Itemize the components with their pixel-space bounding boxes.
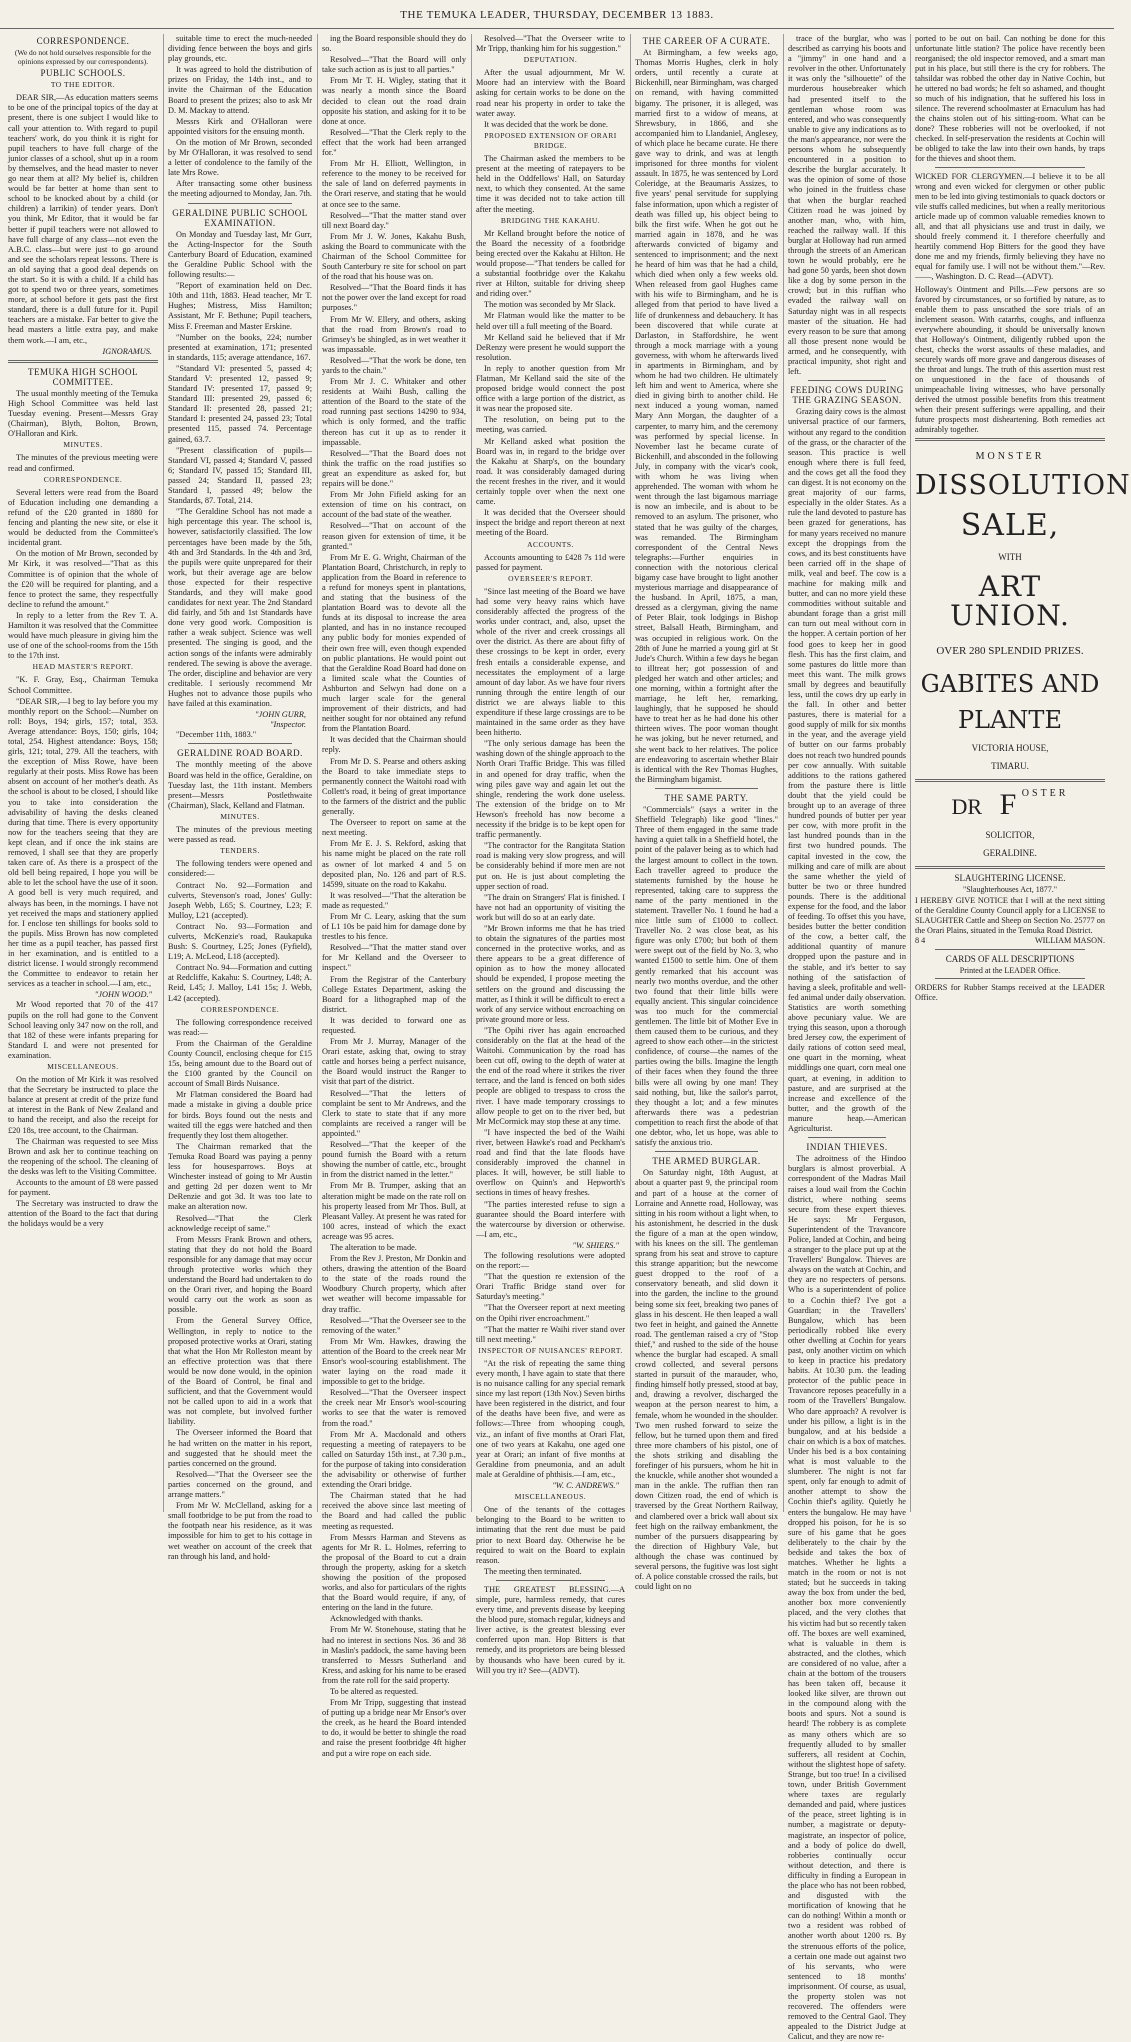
ad-sale: SALE, [960, 508, 1060, 544]
ad-oster: OSTER [1021, 788, 1069, 800]
paragraph: The monthly meeting of the above Board was held in the office, Geraldine, on Tuesday last, the 11th instant. Members present—Messrs Postlethwaite (Chairman), Slack, Kelland and Flatman. [168, 760, 312, 810]
paragraph: The Chairman stated that he had received the above since last meeting of the Board and had called the public meeting as requested. [322, 1491, 466, 1531]
paragraph: Mr Wood reported that 70 of the 417 pupils on the roll had gone to the Convent School leaving only 347 now on the roll, and that 182 of these were infants preparing for Standard I. and were not presented for examination. [8, 1000, 158, 1060]
signature: "JOHN WOOD." [94, 990, 152, 1000]
paragraph: Contract No. 94—Formation and cutting at Redcliffe, Kakahu: S. Courtney, L48; A. Reid, L45; J. Malloy, L41 15s; J. Webb, L42 (accepted). [168, 963, 312, 1003]
paragraph: From Mr W. Ellery, and others, asking that the road from Brown's road to Grimsey's be shingled, as in wet weather it was impassable. [322, 314, 466, 354]
divider [8, 360, 158, 363]
paragraph: It was agreed to hold the distribution of prizes on Friday, the 14th inst., and to invite the Chairman of the Education Board to present the prizes; also to ask Mr D. M. Mackay to attend. [168, 65, 312, 115]
paragraph: "Report of examination held on Dec. 10th and 11th, 1883. Head teacher, Mr T. Hughes; Mistress, Miss Hamilton; Assistant, Mr F. Bethune; Pupil teachers, Miss F. Freeman and Master Erskine. [168, 281, 312, 331]
paragraph: suitable time to erect the much-needed dividing fence between the boys and girls play grounds, etc. [168, 34, 312, 64]
paragraph: Resolved—"That the Overseer see to the removing of the water." [322, 1315, 466, 1335]
article-heading: FEEDING COWS DURING THE GRAZING SEASON. [790, 385, 904, 406]
subheading: INSPECTOR OF NUISANCES' REPORT. [478, 1345, 623, 1355]
advertisement-paragraph: THE GREATEST BLESSING.—A simple, pure, harmless remedy, that cures every time, and prevents disease by keeping the blood pure, stomach regular, kidneys and liver active, is the greatest blessing ever conferred upon man. Hop Bitters is that remedy, and its proprietors are being blessed by thousands who have been cured by it. Will you try it? See—(ADVT). [476, 1584, 625, 1675]
paragraph: The adroitness of the Hindoo burglars is almost proverbial. A correspondent of the Madras Mail raises a loud wail from the Cochin district, where nothing seems secure from these expert thieves. He says: Mr Ferguson, Superintendent of the Travancore Police, landed at Cochin, and being a stranger to the place put up at the Travellers' Bungalow. Thieves are always on the watch at Cochin, and they are no respecters of persons. Who is a superintendent of police to a Cochin thief? I've got a Guardian; in the Travellers' Bungalow, which has been periodically robbed like every other dwelling at Cochin for years past, only another victim on which to keep in practice his predatory habits. At 10.30 p.m. the leading protector of the public peace in Travancore reposes peacefully in a room of the Travellers' Bungalow. Who dare approach? A revolver is under his pillow, a light is in the bungalow, and at his bedside a chair on which is a box of matches. Under his bed is a box containing what is most valuable to the slumberer. The night is not far spent, only far enough to admit of another attempt to show the Cochin thief's agility. Quietly he enters the bungalow. He may have dropped his poison, for he is so sure of his game that he goes deliberately to the chair by the bedside and takes the box of matches. Whether he lights a match in the room or not is not stated; but he succeeds in taking away the box from under the bed, another box more conveniently placed, and the very clothes that his victim had but so recently taken off. The boxes are well examined, what is valuable in them is abstracted, and the clothes, which are considered of no value, after a chain at the bottom of the trousers has been taken off, because it looked like silver, are thrown out in the compound along with the boots and spurs. Not a sound is heard! The robbery is as complete as many others which are so frequently alluded to by smaller sufferers, all resident at Cochin, without the slightest hope of safety. Strange, but too true! In a civilised town, under British Government where taxes are regularly demanded and paid, where justices of the peace, street lighting is in number, a magistrate or deputy-magistrate, an inspector of police, and a body of police do dwell, robberies continually occur without detection, and there is difficulty in finding a European in the place who has not been robbed, and disgusted with the mortification of knowing that he can do nothing! Within a month or two a resident was robbed of another worth about 1200 rs. By the strenuous efforts of the police, a certain one made out against two of his servants, who were sentenced to 18 months' imprisonment. Of course, as usual, the property stolen was not recovered. The offenders were removed to the Central Gaol. They appealed to the District Judge at Calicut, and they are now re- [788, 1154, 906, 2042]
paragraph: The meeting then terminated. [484, 1566, 582, 1576]
subheading: MISCELLANEOUS. [47, 1062, 119, 1071]
paragraph: "The drain on Strangers' Flat is finished. I have not had an opportunity of visiting the work but will do so at an early date. [476, 892, 625, 922]
article-heading: THE ARMED BURGLAR. [652, 1156, 761, 1167]
ad-with: WITH [998, 551, 1022, 562]
paragraph: On the motion of Mr Brown, seconded by Mr O'Halloran, it was resolved to send a letter of condolence to the family of the late Mrs Rowe. [168, 137, 312, 178]
paragraph: On Monday and Tuesday last, Mr Gurr, the Acting-Inspector for the South Canterbury Board of Education, examined the Geraldine Public School with the following results:— [168, 229, 312, 280]
column-6 [788, 34, 906, 2042]
column-rule [910, 34, 911, 1512]
article-heading: TEMUKA HIGH SCHOOL COMMITTEE. [28, 366, 138, 387]
column-rule [163, 34, 164, 1512]
paragraph: "I have inspected the bed of the Waihi river, between Hawke's road and Peckham's road and find that the late floods have considerably improved the channel in places. It will, however, be still liable to overflow on Quinn's and Hepworth's sections in times of heavy freshes. [476, 1127, 625, 1198]
advertisement-column [915, 34, 1131, 1512]
paragraph: From Mr E. J. S. Rekford, asking that his name might be placed on the rate roll as owner of lot marked 4 and 5 on deposited plan, No. 126 and part of R.S. 14599, situate on the road to Kakahu. [322, 839, 466, 889]
divider [496, 1580, 605, 1581]
advertisement-paragraph: WICKED FOR CLERGYMEN.—I believe it to be all wrong and even wicked for clergymen or other public men to be led into giving testimonials to quack doctors or vile stuffs called medicines, but when a really meritorious article made up of common valuable remedies known to all, and that all physicians use and trust in daily, we should freely commend it. I therefore cheerfully and heartily commend Hop Bitters for the good they have done me and my friends, firmly believing they have no equal for family use. I will not be without them."—Rev. ——, Washington. D. C. Read—(ADVT). [915, 172, 1105, 281]
paragraph: From Mr W. McClelland, asking for a small footbridge to be put from the road to the footpath near his residence, as it was impossible for him to get to his cottage in wet weather on account of the creek that ran through his land, and hold- [168, 1501, 312, 1561]
advertisement-paragraph: Holloway's Ointment and Pills.—Few persons are so favored by circumstances, or so fortified by nature, as to enable them to pass unscathed the sore trials of an inclement season. With catarrhs, coughs, and influenza everywhere abounding, it should be universally known that Holloway's Ointment, diligently rubbed upon the chest, checks the worst assaults of these maladies, and securely wards off more grave and dangerous diseases of the throat and lungs. The truth of this assertion must rest on unquestioned in the face of thousands of unimpeachable living witnesses, who have personally derived the utmost possible benefits from this treatment when their present sufferings were appalling, and their future prospects most disheartening. Both remedies act admirably together. [915, 285, 1105, 434]
column-5 [635, 34, 778, 1592]
ad-doctor-name [915, 788, 1105, 822]
divider [915, 438, 1105, 441]
paragraph: "The Geraldine School has not made a high percentage this year. The school is, however, satisfactorily classified. The low percentages have been made by the 5th, 4th and 3rd Standards. In the 4th and 3rd, the pupils were quite unprepared for their work, but their average age are below those expected for their respective Standards, and they will make good candidates for next year. The 2nd Standard did fairly, and 5th and 1st Standards have done very good work. Composition is rather a weak subject. Science was well presented. The singing is good, and the action songs of the infants were admirably rendered. The sewing is above the average. The order, discipline and behavior are very creditable. I seriously recommend Mr Hughes not to advance those pupils who have failed at this examination. [168, 507, 312, 708]
article-heading: THE SAME PARTY. [664, 792, 749, 803]
divider [808, 380, 886, 381]
paragraph: "The contractor for the Rangitata Station road is making very slow progress, and will be considerably behind if more men are not put on. He is just about completing the upper section of road. [476, 841, 625, 891]
paragraph: The following tenders were opened and considered:— [168, 859, 312, 879]
ad-f: F [999, 788, 1017, 822]
paragraph: Resolved—"That the Overseer see the parties concerned on the ground, and arrange matters." [168, 1469, 312, 1500]
column-4 [476, 34, 625, 1675]
ad-prizes: OVER 280 SPLENDID PRIZES. [936, 644, 1084, 657]
masthead [0, 0, 1114, 29]
paragraph: It was decided that the work be done. [484, 119, 608, 129]
divider [808, 1137, 886, 1138]
masthead-title: THE TEMUKA LEADER, THURSDAY, DECEMBER 13 1883. [400, 9, 714, 21]
divider [915, 866, 1105, 869]
paragraph: The Chairman was requested to see Miss Brown and ask her to continue teaching on the reopening of the school. The cleaning of the desks was left to the Visiting Committee. [8, 1136, 158, 1176]
paragraph: On Saturday night, 18th August, at about a quarter past 9, the principal room and part of a house at the corner of Lorraine and Annette road, Holloway, was sitting in his room without a light when, to his astonishment, he descried in the dusk the figure of a man at the open window, with his knees on the sill. The gentleman sprang from his seat and strove to capture this strange apparition; but the newcome guest dropped to the roof of a conservatory beneath, and slid down it into the garden, the incline to the ground being some six feet, breaking two panes of glass in his descent. He then leaped a wall two feet in height, and gained the Annette road. The gentleman raised a cry of "Stop thief," and rushed to the side of the house whence the burglar had escaped. A small crowd collected, and several persons started in pursuit of the marauder, who, finding himself hotly pressed, stood at bay, and, drawing a revolver, discharged the weapon at the person nearest to him, a female, whom he wounded in the shoulder. Two men rushed forward to seize the fellow, but he turned upon them and fired three more chambers of his pistol, one of the shots striking and disabling the forefinger of his pursuers, whom he hit in the knuckle, while another shot wounded a man in the ankle. The ruffian then ran down Citizen road, the end of which is traversed by the Great Northern Railway, and clambered over a brick wall about six feet high on the railway embankment, the number of the pursuers disappearing by the direction of Highbury Vale, but although the chase was continued by several persons, the fugitive was lost sight of. A police constable crossed the rails, but could light on no [635, 1168, 778, 1592]
paragraph: Grazing dairy cows is the almost universal practice of our farmers, without any regard to the condition of the grass, or the character of the season. This practice is well enough where there is full feed, and the cows get all the food they can digest. It is not economy on the great majority of our farms, especially in the older States. As a rule the land devoted to pasture has been grazed for generations, has for many years received no manure except the droppings from the cows, and its best constituents have been carried off in the shape of milk, veal and beef. The cow is a machine for making milk and butter, and can no more yield these commodities without suitable and abundant forage than a grist mill can turn out meal without corn in the hopper. A certain portion of her food goes to keep her in good flesh. This has the first claim, and some pastures do little more than meet this want. The milk grows small by degrees and beautifully less, until the cows dry up early in the fall. In other and better pastures, there is material for a good supply of milk for six months in the year, and the average yield of butter on our farms probably does not reach two hundred pounds per cow annually. With suitable additions to the rations gathered from the pasture there is little doubt that the yield could be brought up to an average of three hundred pounds of butter per year per cow, with more profit in the last hundred pounds than in the first two hundred pounds. The capital invested in the cow, the milking and care of milk are about the same whether the yield of butter be two or three hundred pounds. There is the additional expense for the food, and the labor of feeding. To offset this you have, besides butter the better condition of the cow, a better calf, the additional quantity of manure dropped upon the pasture and in the stable, and it's better to say nothing of the satisfaction of having a sleek, profitable and well-fed animal under daily observation. Statistics are worth something above pecuniary value. We are trying this season, upon a thorough bred Jersey cow, the experiment of daily rations of cotton seed meal, one quart in the morning, wheat middlings one quart, corn meal one quart, at evening, in addition to pasture, and are surprised at the increase and excellence of the butter, and the growth of the manure heap.—American Agriculturist. [788, 407, 906, 1134]
letter-signature: IGNORAMUS. [102, 346, 152, 356]
paragraph: From Mr E. G. Wright, Chairman of the Plantation Board, Christchurch, in reply to application from the Board in reference to a refund for moneys spent in plantations, and stating that the business of the plantation Board was to devote all the funds at its disposal to increase the area planted, and has in no instance recouped any public body for monies expended of their own free will, even though expended on public plantations. He would point out that the Geraldine Road Board had done on a limited scale what the Counties of Ashburton and Selwyn had done on a much larger scale for the general improvement of their districts, and had neither sought for nor obtained any refund from the Plantation Board. [322, 552, 467, 734]
subheading: MINUTES. [63, 440, 103, 450]
ad-slaughter-footer [915, 936, 1105, 946]
paragraph: In reply to a letter from the Rev T. A. Hamilton it was resolved that the Committee would have much pleasure in giving him the use of one of the school-rooms from the 15th to the 17th inst. [8, 610, 158, 661]
ad-dissolution: DISSOLUTION [915, 470, 1131, 501]
ad-cards: CARDS OF ALL DESCRIPTIONS [945, 954, 1075, 965]
paragraph: From Mr H. Elliott, Wellington, in reference to the money to be received for the sale of land on deferred payments in the Orari reserve, and stating that he would at once see to the same. [322, 159, 466, 209]
article-heading: GERALDINE ROAD BOARD. [177, 748, 303, 759]
paragraph: Resolved—"That the Overseer write to Mr Tripp, thanking him for his suggestion." [476, 34, 625, 54]
ad-plante: PLANTE [958, 706, 1062, 735]
paragraph: From Mr B. Trumper, asking that an alteration might be made on the rate roll on his property leased from Mr Thos. Bull, at Pleasant Valley. At present he was rated for 100 acres, instead of which the exact acreage was 95 acres. [322, 1181, 466, 1241]
ad-solicitor: SOLICITOR, [985, 830, 1035, 841]
paragraph: Mr Flatman would like the matter to be held over till a full meeting of the Board. [476, 311, 625, 331]
paragraph: Resolved—"That the Board will only take such action as is just to all parties." [322, 55, 466, 75]
ad-geraldine: GERALDINE. [983, 848, 1037, 859]
paragraph: At Birmingham, a few weeks ago, Thomas Morris Hughes, clerk in holy orders, until recently a curate at Bickenhill, near Birmingham, was charged on remand, with having committed bigamy. The prisoner, it is alleged, was married first to a widow of means, at Shrewsbury, in 1866, and she accompanied him to Llandaniel, Anglesey, of which place he became curate. He there gave way to drink, and was at length imprisoned for three months for violent assault. In 1875, he was sentenced by Lord Coleridge, at the Beaumaris Assizes, to five years' penal servitude for supplying false information, upon which a register of death was filled up, his object being to bilk the first wife. When he got out he married again in 1878, and he was afterwards convicted of bigamy and sentenced to imprisonment; and the next he heard of him was that he had a child, which died when only a few weeks old. When released from gaol Hughes came with his wife to Birmingham, and he is alleged from that period to have lived a life of drunkenness and debauchery. It has been discovered that while curate at Darlaston, in Staffordshire, he went through a mock marriage with a young governess, with whom he afterwards lived in apartments in Birmingham, and by whom he had two children. He ultimately left him and went to America, where she died in giving birth to another child. He next induced a young woman, named Mary Ann Morgan, the daughter of a carpenter, to marry him, and the ceremony was performed by special license. In November last he became curate of Bickenhill, and absconded in the following July, in company with the vicar's cook, with whom he was living when apprehended. The woman with whom he went through the last bigamous marriage is now an imbecile, and is about to be removed to an asylum. The prisoner, who stated that he was guilty of the charges, was remanded. The Birmingham correspondent of the Central News telegraphs:—Further enquiries in connection with the notorious clerical bigamy case have brought to light another mysterious marriage and disappearance of the husband. In April, 1875, a man, dressed as a clergyman, giving the name of Peter Blair, took lodgings in Bishop street, Balsall Heath, Birmingham, and was occupied in religious work. On the 28th of June he married a young girl at St Jude's Church. Within a few days he began to illtreat her; got possession of and pledged her watch and other articles; and one morning, within a fortnight after the marriage, he left her, remarking, laughingly, that he supposed he should have to treat her as he had done his other thirteen wives. The poor woman thought he was joking, but he never returned, and she went back to her relatives. The police are endeavoring to ascertain whether Blair is identical with the Rev Thomas Hughes, the Birmingham bigamist. [635, 48, 778, 784]
paragraph: Resolved—"That the Overseer inspect the creek near Mr Ensor's wool-scouring works to see that the water is removed from the road." [322, 1388, 466, 1428]
paragraph: From Mr Tripp, suggesting that instead of putting up a bridge near Mr Ensor's over the creek, as he heard the Board intended to do, it would be better to shingle the road and raise the present footbridge 4ft higher and put a wire rope on each side. [322, 1698, 466, 1758]
paragraph: The minutes of the previous meeting were passed as read. [168, 825, 312, 845]
divider [935, 978, 1085, 979]
paragraph: Resolved—"That the Clerk reply to the effect that the work had been arranged for." [322, 127, 466, 158]
paragraph: "That the question re extension of the Orari Traffic Bridge stand over for Saturday's meeting." [476, 1272, 625, 1302]
subheading: ACCOUNTS. [527, 539, 574, 549]
paragraph: Resolved—"That the letters of complaint be sent to Mr Andrews, and the Clerk to state to state that if any more complaints are received a ranger will be appointed." [322, 1088, 466, 1138]
paragraph: Resolved—"That the Clerk acknowledge receipt of same." [168, 1213, 312, 1233]
paragraph: From the General Survey Office, Wellington, in reply to notice to the proposed protective works at Orari, stating that what the Hon Mr Rolleston meant by an effective protection was that there would be now done would, in the opinion of the Board of Control, be final and sufficient, and that the Government would not be called upon to aid in a work that was not complete, but involved further liability. [168, 1316, 312, 1427]
paragraph: The Secretary was instructed to draw the attention of the Board to the fact that during the holidays would be a very [8, 1199, 158, 1229]
column-1 [8, 34, 158, 1512]
paragraph: "Present classification of pupils—Standard VI, passed 4; Standard V, passed 6; Standard IV, passed 15; Standard III, passed 24; Standard II, passed 23; Standard I, passed 49; below the Standards, 87. Total, 214. [168, 445, 312, 506]
paragraph: The minutes of the previous meeting were read and confirmed. [8, 453, 158, 473]
paragraph: The Overseer to report on same at the next meeting. [322, 818, 466, 838]
article-heading: GERALDINE PUBLIC SCHOOL EXAMINATION. [172, 207, 308, 228]
paragraph: "DEAR SIR,—I beg to lay before you my monthly report on the School:—Number on roll: Boys, 194; girls, 157; total, 353. Average attendance: Boys, 150; girls, 104; total, 254. Highest attendance: Boys, 158; girls, 121; total, 279. All the teachers, with the exception of Miss Rowe, have been regularly at their posts. Miss Rowe has been absent on account of her mother's death. As the school is about to be closed, I should like you to take into consideration the advisability of having the desks cleaned during that time. There is every opportunity now for the teachers seeing that they are kept clean, and if once the ink stains are removed, I shall see that they are properly taken care of. As there is a prospect of the old bell being repaired, I hope you will be able to let the school have the use of it soon. A good bell is very much required, and always has been, in the mornings. I have not yet received the maps and stationery applied for. I enclose ten shillings for books sold to the pupils. Miss Brown has now completed her time as a pupil teacher, has passed first in her examination, and is entitled to a district license. I would strongly recommend the Committee to endeavor to retain her services as a teacher in school.—I am, etc., [8, 696, 158, 989]
paragraph: From Mr A. Macdonald and others requesting a meeting of ratepayers to be called on Saturday 15th inst., at 7.30 p.m., for the purpose of taking into consideration the advisability or otherwise of further extending the Orari bridge. [322, 1429, 466, 1490]
paragraph: From the Chairman of the Geraldine County Council, enclosing cheque for £15 15s, being amount due to the Board out of the £100 granted by the Council on account of Small Birds Nuisance. [168, 1038, 312, 1089]
column-rule [783, 34, 784, 1512]
paragraph: The Chairman remarked that the Temuka Road Board was paying a penny less for housesparrows. Boys at Winchester instead of going to Mr Austin and getting 2d per dozen went to Mr DeRenzie and got 3d. It was too late to make an alteration now. [168, 1141, 312, 1212]
column-rule [317, 34, 318, 1512]
paragraph: trace of the burglar, who was described as carrying his boots and a "jimmy" in one hand and a revolver in the other. Unfortunately it was only the "silhouette" of the murderous housebreaker which had presented itself to the gentleman whose room was entered, and who was consequently unable to give any indications as to the man's appearance, nor were the persons whom he subsequently encountered in a position to describe the burglar accurately. It was the opinion of some of those who joined in the fruitless chase that when the burglar reached Citizen road he was joined by another man, who, with him, reached the railway wall. If this burglar at Holloway had run armed through the streets of an American town he would probably, ere he had gone 50 yards, been shot down like a dog by some person in the crowd; but in this ruffian who evaded the railway wall on Saturday night was in all respects master of the situation. He had every reason to be sure that among all those present none would be armed, and he consequently, with practical impunity, shot right and left. [788, 34, 906, 377]
ad-art-union: ART UNION. [950, 569, 1070, 633]
paragraph: "At the risk of repeating the same thing every month, I have again to state that there is no nuisance calling for any special remark since my last report (13th Nov.) Seven births have been registered in the district, and four of the deaths have been five, and were as follows:—Three from whooping cough, viz., an infant of five months at Orari Flat, one of two years at Kakahu, one aged one year at Orari; an infant of five months at Geraldine from pneumonia, and an adult male at Geraldine of phthisis.—I am, etc., [476, 1358, 625, 1479]
paragraph: From Mr Wm. Hawkes, drawing the attention of the Board to the creek near Mr Ensor's wool-scouring establishment. The water laying on the road made it impossible to get to the bridge. [322, 1336, 466, 1387]
paragraph: Resolved—"That the matter stand over till next Board day." [322, 210, 466, 230]
paragraph: From Mr John Fifield asking for an extension of time on his contract, on account of the bad state of the weather. [322, 490, 466, 520]
article-heading: THE CAREER OF A CURATE. [642, 36, 771, 46]
paragraph: One of the tenants of the cottages belonging to the Board to be written to intimating that the rent due must be paid prior to next Board day. Otherwise he be required to wait on the Board to explain reason. [476, 1505, 625, 1565]
paragraph: The following resolutions were adopted on the report:— [476, 1250, 625, 1271]
paragraph: After the usual adjournment, Mr W. Moore had an interview with the Board asking for certain works to be done on the road near his property in order to take the water away. [476, 68, 625, 118]
paragraph: The alteration to be made. [330, 1242, 417, 1252]
paragraph: "The only serious damage has been the washing down of the shingle approach to the North Orari Traffic Bridge. This was filled in and opened for dray traffic, when the wing piles gave way and again let out the shingle, rendering the work done useless. The extension of the bridge on to Mr Hewson's freehold has now become a necessity if the bridge is to be kept open for traffic permanently. [476, 739, 625, 840]
paragraph: It was decided that the Chairman should reply. [322, 735, 466, 755]
paragraph: The following correspondence received was read:— [168, 1017, 312, 1037]
subheading: OVERSEER'S REPORT. [508, 573, 593, 583]
paragraph: It was decided that the Overseer should inspect the bridge and report thereon at next meeting of the Board. [476, 508, 625, 538]
disclaimer: (We do not hold ourselves responsible for the opinions expressed by our correspondents). [14, 48, 152, 67]
paragraph: Accounts to the amount of £8 were passed for payment. [8, 1178, 158, 1198]
ad-dr: DR [951, 794, 983, 820]
column-2 [168, 34, 312, 1561]
subheading: TENDERS. [220, 846, 260, 856]
paragraph: Accounts amounting to £428 7s 11d were passed for payment. [476, 552, 625, 572]
paragraph: Contract No. 92—Formation and culverts, Stevenson's road, Jones' Gully: Joseph Webb, L65; S. Courtney, L23; F. Mulloy, L21 (accepted). [168, 880, 312, 920]
subheading: PROPOSED EXTENSION OF ORARI BRIDGE. [484, 130, 617, 150]
divider [188, 743, 292, 744]
paragraph: ing the Board responsible should they do so. [322, 34, 466, 54]
paragraph: The motion was seconded by Mr Slack. [484, 300, 616, 310]
paragraph: "The Opihi river has again encroached considerably on the flat at the head of the Waitohi. Communication by the road has been cut off, owing to the depth of water at the end of the road where it strikes the river terrace, and the land is fenced on both sides people are obliged to trespass to cross the river. I have made temporary crossings to allow people to get on to the river bed, but Mr McCormick may stop these at any time. [476, 1025, 625, 1126]
paragraph: "Number on the books, 224; number presented at examination, 171; presented in standards, 115; average attendance, 167. [168, 332, 312, 362]
paragraph: From Mr J. Murray, Manager of the Orari estate, asking that, owing to stray cattle and horses being a perfect nuisance, the Board would instruct the Ranger to visit that part of the district. [322, 1037, 466, 1087]
subheading: CORRESPONDENCE. [200, 1004, 280, 1014]
divider [655, 788, 758, 789]
paragraph: Mr Kelland brought before the notice of the Board the necessity of a footbridge being erected over the Kakahu at Hilton. He would propose—"That tenders be called for a substantial footbridge over the Kakahu river at Hilton, suitable for driving sheep and riding over." [476, 228, 625, 299]
paragraph: From the Rev J. Preston, Mr Donkin and others, drawing the attention of the Board to the state of the roads round the Woodbury Church property, which after wet weather will become impassable for dray traffic. [322, 1254, 466, 1314]
paragraph: ported to be out on bail. Can nothing be done for this unfortunate little station? The police have recently been reorganised; the old inspector removed, and a smart man put in his place, but still there is the cry for robbers. The tahsildar was robbed the other day in Native Cochin, but he uttered no bad words; he felt so ashamed, and thought so much of his indignation, that he suffered his loss in silence. The reverend schoolmaster at Ernaculum has had the chains stolen out of his sitting-room. What can be done? These robberies will not be overlooked, if not checked. In self-preservation the residents at Cochin will be obliged to take the law into their own hands, by traps for the thieves and shoot them. [915, 34, 1105, 163]
ad-slaughter-act: "Slaughterhouses Act, 1877." [962, 885, 1058, 895]
paragraph: Mr Flatman considered the Board had made a mistake in giving a double price for birds. Boys found out the nests and waited till the eggs were hatched and then frequently they lost them altogether. [168, 1090, 312, 1140]
signature: "W. C. ANDREWS." [552, 1481, 619, 1491]
divider [935, 167, 1085, 168]
divider [188, 203, 292, 204]
signature: "W. SHIERS." [572, 1240, 619, 1250]
paragraph: The usual monthly meeting of the Temuka High School Committee was held last Tuesday evening. Present—Messrs Gray (Chairman), Blyth, Bolton, Brown, O'Halloran and Kirk. [8, 388, 158, 439]
paragraph: The resolution, on being put to the meeting, was carried. [476, 415, 625, 435]
divider [935, 949, 1085, 950]
paragraph: Resolved—"That the work be done, ten yards to the chain." [322, 355, 466, 375]
divider [655, 1151, 758, 1152]
paragraph: From the Registrar of the Canterbury College Estates Department, asking the Board for a lithographed map of the district. [322, 974, 466, 1014]
paragraph: "K. F. Gray, Esq., Chairman Temuka School Committee. [8, 675, 158, 695]
ad-cards-sub: Printed at the LEADER Office. [959, 966, 1061, 976]
section-heading: CORRESPONDENCE. [36, 36, 130, 46]
ad-victoria-house: VICTORIA HOUSE, [971, 743, 1049, 754]
subheading: DEPUTATION. [523, 55, 578, 65]
signature-title: "Inspector. [270, 720, 306, 730]
paragraph: "That the matter re Waihi river stand over till next meeting." [476, 1324, 625, 1344]
paragraph: From Mr J. C. Whitaker and other residents at Waihi Bush, calling the attention of the Board to the state of the road running past sections 14290 to 934, which is only formed, and the traffic thereon has cut it up as to render it impassable. [322, 377, 466, 447]
column-3 [322, 34, 467, 1758]
ad-slaughter-num: 8 4 [915, 936, 926, 946]
ad-slaughter-name: WILLIAM MASON. [1034, 936, 1105, 946]
ad-timaru: TIMARU. [991, 761, 1029, 772]
paragraph: From Mr T. H. Wigley, stating that it was nearly a month since the Board decided to clean out the road drain opposite his station, and asking for it to be done at once. [322, 76, 466, 126]
paragraph: Mr Kelland asked what position the Board was in, in regard to the bridge over the Kakahu at Sharp's, on the boundary road. It was considerably damaged during the recent freshes in the river, and it would certainly topple over when the next one came. [476, 436, 625, 507]
paragraph: From Mr W. Stonehouse, stating that he had no interest in sections Nos. 36 and 38 in Maslin's paddock, the same having been transferred to Messrs Sutherland and Kress, and asking for his name to be erased from the rate roll for the said property. [322, 1625, 467, 1685]
ad-gabites: GABITES AND [920, 669, 1100, 698]
paragraph: After transacting some other business the meeting adjourned to Monday, Jan. 7th. [168, 179, 312, 199]
signature: "JOHN GURR, [255, 710, 306, 720]
subheading: BRIDGING THE KAKAHU. [500, 215, 601, 225]
paragraph: "Standard VI: presented 5, passed 4; Standard V: presented 12, passed 9; Standard IV: presented 17, passed 9; Standard III: presented 29, passed 6; Standard II: presented 28, passed 21; Standard I: presented 24, passed 23; Total presented 115, passed 74. Percentage gained, 63.7. [168, 363, 312, 444]
paragraph: Resolved—"That the matter stand over for Mr Kelland and the Overseer to inspect." [322, 943, 466, 973]
paragraph: "The parties interested refuse to sign a guarantee should the Board interfere with the watercourse by diversion or otherwise.—I am, etc., [476, 1199, 625, 1239]
paragraph: On the motion of Mr Brown, seconded by Mr Kirk, it was resolved—"That as this Committee is of opinion that the whole of the £20 will be required for planting, and a fence to protect the same, they respectfully decline to refund the amount." [8, 549, 158, 609]
paragraph: From Messrs Frank Brown and others, stating that they do not hold the Board responsible for any damage that may occur through protective works which they understand the Board had undertaken to do on the Orari river, and hoping the Board would carry out the work as soon as possible. [168, 1234, 312, 1315]
paragraph: Resolved—"That the keeper of the pound furnish the Board with a return showing the number of cattle, etc., brought in from the district named in the letter." [322, 1140, 466, 1180]
paragraph: It was decided to forward one as requested. [322, 1015, 466, 1035]
paragraph: To be altered as requested. [330, 1687, 419, 1696]
ad-monster: MONSTER [975, 451, 1045, 462]
paragraph: Several letters were read from the Board of Education including one demanding a refund of the £20 granted in 1880 for fencing and planting the new site, or else it would be deducted from the Committee's incidental grant. [8, 487, 158, 548]
column-rule [630, 34, 631, 1512]
paragraph: Contract No. 93—Formation and culverts, McKenzie's road, Raukapuka Bush: S. Courtney, L25; Jones (Fyfield), L19; A. McLeod, L18 (accepted). [168, 921, 312, 962]
ad-slaughter-heading: SLAUGHTERING LICENSE. [954, 873, 1066, 884]
paragraph: Acknowledged with thanks. [330, 1614, 423, 1624]
ad-slaughter-body: I HEREBY GIVE NOTICE that I will at the next sitting of the Geraldine County Council apply for a LICENSE to SLAUGHTER Cattle and Sheep on Section No. 25777 on the Orari Plains, situated in the Temuka Road District. [915, 896, 1105, 936]
paragraph: "Mr Brown informs me that he has tried to obtain the signatures of the parties most concerned in the protective works, and as there appears to be a great difference of opinion as to how the money allocated should be expended, I propose meeting the settlers on the ground and discussing the matter, as I think it will be difficult to erect a work of any service without encroaching on private ground more or less. [476, 923, 625, 1024]
paragraph: Messrs Kirk and O'Halloran were appointed visitors for the ensuing month. [168, 116, 312, 136]
column-rule [471, 34, 472, 1512]
paragraph: "That the Overseer report at next meeting on the Opihi river encroachment." [476, 1303, 625, 1323]
subheading: CORRESPONDENCE. [43, 474, 123, 484]
paragraph: Resolved—"That the Board does not think the traffic on the road justifies so great an expenditure as asked for, but repairs will be done." [322, 448, 466, 489]
paragraph: In reply to another question from Mr Flatman, Mr Kelland said the site of the proposed bridge would connect the post office with a large portion of the district, as it was near the proposed site. [476, 363, 625, 414]
paragraph: From Mr D. S. Pearse and others asking the Board to take immediate steps to permanently connect the Waitohi road with Collett's road, it being of great importance to the farmers of the district and the public generally. [322, 756, 466, 817]
paragraph: From Mr J. W. Jones, Kakahu Bush, asking the Board to communicate with the Chairman of the School Committee for South Canterbury re site for school on part of the road that his house was on. [322, 231, 466, 282]
paragraph: On the motion of Mr Kirk it was resolved that the Secretary be instructed to place the balance at present at credit of the prize fund at interest in the Bank of New Zealand and to hand the receipt, and also the receipt for £20 18s, tree account, to the Chairman. [8, 1075, 158, 1135]
article-heading: PUBLIC SCHOOLS. [40, 68, 126, 79]
paragraph: "Commercials" (says a writer in the Sheffield Telegraph) like good "lines." Three of them engaged in the same trade having a quiet talk in a Sheffield hotel, the point of the palaver being as to which had the largest amount to collect in the town. Each traveller agreed to produce the statements furnished by the house he represented, taking care to suppress the name of the party mentioned in the statement. Traveller No. 1 found he had a nice little sum of £1000 to collect. Traveller No. 2 was close beat, as his figure was only £700; but both of them were swept out of the field by No. 3, who wanted £1500 to settle him. One of them gently remarked that his account was nearly two months overdue, and the other two found that their little bills were equally ancient. This singular coincidence was too much for the commercial gentlemen. The little bit of Mother Eve in them caused them to be curious, and they agreed to show each other—in the strictest confidence, of course—the names of the parties owing the bills. Imagine the length of their faces when they found the three bills were all owing by one man! They said nothing, but, like the sailor's parrot, they thought a lot; and a few minutes afterwards there was a pedestrian competition to reach first the abode of that one debtor, who, let us hope, was able to satisfy the anxious trio. [635, 805, 778, 1148]
article-heading: INDIAN THIEVES. [806, 1142, 888, 1153]
paragraph: "Since last meeting of the Board we have had some very heavy rains which have considerably affected the progress of the works under contract, and, also, upset the whole of the river and creek crossings all over the district. As there are about fifty of these crossings to be kept in order, every fresh entails a considerable expense, and necessitates the employment of a large amount of day labor. As we have four rivers running through the entire length of our district we are always liable to this expenditure if these large crossings are to be maintained in the same order as they have been hitherto. [476, 586, 625, 738]
paragraph: Resolved—"That the Board finds it has not the power over the land except for road purposes." [322, 283, 466, 313]
subheading: HEAD MASTER'S REPORT. [32, 662, 134, 672]
subheading: MISCELLANEOUS. [514, 1492, 587, 1502]
divider [915, 779, 1105, 782]
ad-orders: ORDERS for Rubber Stamps received at the LEADER Office. [915, 983, 1105, 1003]
paragraph: The Overseer informed the Board that he had written on the matter in his report, and suggested that he should meet the parties concerned on the ground. [168, 1428, 312, 1468]
date-line: "December 11th, 1883." [176, 730, 257, 740]
article-subheading: TO THE EDITOR. [50, 80, 116, 90]
paragraph: Mr Kelland said he believed that if Mr DeRenzy were present he would support the resolution. [476, 332, 625, 362]
subheading: MINUTES. [220, 811, 260, 821]
paragraph: It was resolved—"That the alteration be made as requested." [322, 890, 466, 910]
paragraph: From Messrs Harman and Stevens as agents for Mr R. L. Holmes, referring to the proposal of the Board to cut a drain through the property, asking for a sketch showing the position of the proposed works, and also for particulars of the rights that the Board would require, if any, of entering on the land in the future. [322, 1532, 466, 1613]
paragraph: The Chairman asked the members to be present at the meeting of ratepayers to be held in the Oddfellows' Hall, on Saturday next, to which they consented. At the same time it was decided not to take action till after the meeting. [476, 154, 625, 214]
paragraph: Resolved—"That on account of the reason given for extension of time, it be granted." [322, 521, 466, 551]
letter-body: DEAR SIR,—As education matters seems to be one of the principal topics of the day at present, there is one subject I would like to call your attention to. With regard to pupil teachers' work, do you think it is right for pupil teachers to have full charge of the junior classes of a school, shut up in a room by themselves, and the head master to never go near them at all? My belief is, children would be far better at home than sent to school to be knocked about by a child (or children) a larrikin) of tender years. Don't you think, Mr Editor, that it would be far better if pupil teachers were not allowed to have full charge of any class—not even the A.B.C. class—but were just to go around and see the scholars repeat lessons. There is an old saying that a good deal depends on the start. So it is with a child. If a child has got to spend two or three years, sometimes more, at school before it gets past the first standard, there is a dull future for it. Pupil teachers are a mistake. Far better to give the head masters a little extra pay, and make them work.—I am, etc., [8, 93, 158, 345]
paragraph: From Mr C. Leary, asking that the sum of L1 10s be paid him for damage done by trestles to his fence. [322, 911, 466, 942]
